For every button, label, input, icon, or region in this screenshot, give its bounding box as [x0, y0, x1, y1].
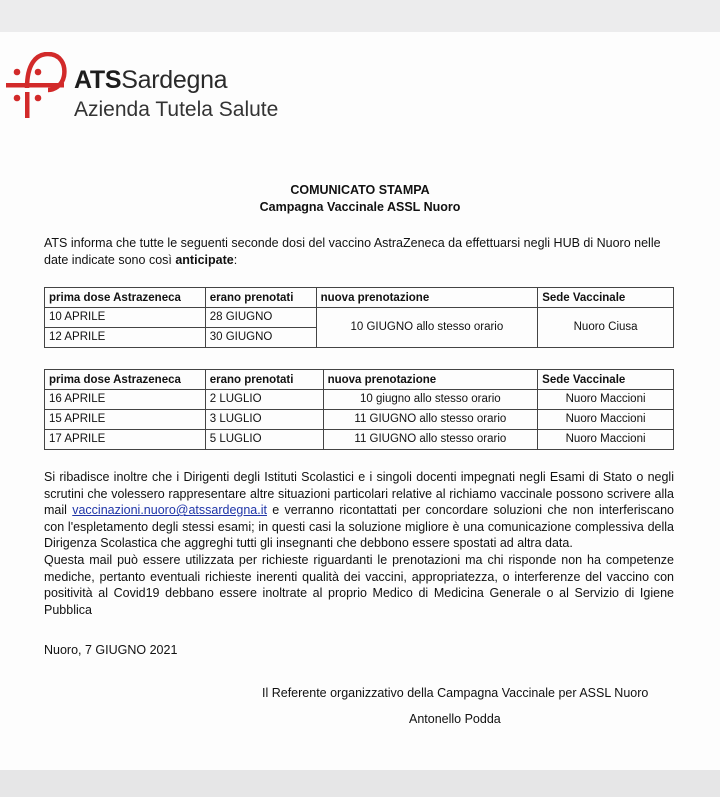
- table-cell-merged-new: 10 GIUGNO allo stesso orario: [316, 308, 538, 348]
- table-cell: Nuoro Maccioni: [538, 390, 674, 410]
- email-link[interactable]: vaccinazioni.nuoro@atssardegna.it: [72, 503, 267, 518]
- table-row: [45, 390, 674, 410]
- para2: Questa mail può essere utilizzata per richieste riguardanti le prenotazioni ma chi risponde non ha competenze mediche, pertanto eventuali richieste inerenti qualità dei vaccini, appropriatezza, o interferenze del vaccino con positività al Covid19 debbano essere inoltrate al proprio Medico di Medicina Generale o al Servizio di Igiene Pubblica: [44, 552, 674, 617]
- body-text: [44, 469, 674, 618]
- table-row: [45, 430, 674, 450]
- table-header-cell: erano prenotati: [205, 288, 316, 308]
- table-header-row: [45, 288, 674, 308]
- date-line: Nuoro, 7 GIUGNO 2021: [44, 643, 178, 657]
- signature-name: Antonello Podda: [409, 712, 501, 726]
- table-cell: 16 APRILE: [45, 390, 206, 410]
- table-cell-merged-site: Nuoro Ciusa: [538, 308, 674, 348]
- table-row: [45, 410, 674, 430]
- top-band: [0, 0, 720, 32]
- brand-subtitle: Azienda Tutela Salute: [74, 98, 279, 121]
- table-cell: 12 APRILE: [45, 328, 206, 348]
- brand-bold: ATS: [74, 66, 122, 94]
- campaign-subtitle: Campagna Vaccinale ASSL Nuoro: [259, 200, 461, 214]
- brand-rest: Sardegna: [121, 66, 228, 94]
- table-header-cell: prima dose Astrazeneca: [45, 370, 206, 390]
- schedule-table-1: [44, 287, 674, 348]
- signature-role: Il Referente organizzativo della Campagna Vaccinale per ASSL Nuoro: [262, 686, 649, 700]
- table-header-cell: prima dose Astrazeneca: [45, 288, 206, 308]
- press-release-title: COMUNICATO STAMPA: [290, 183, 430, 197]
- para1-end: e verranno ricontattati per concordare soluzioni che non interferiscano con l'espletamento degli stessi esami; in questi casi la soluzione migliore è una comunicazione complessiva della Dirigenza Scolastica che aggreghi tutti gli insegnanti che debbono essere spostati ad altra data.: [44, 503, 674, 551]
- table-cell: 11 GIUGNO allo stesso orario: [323, 430, 538, 450]
- table-cell: 17 APRILE: [45, 430, 206, 450]
- table-cell: Nuoro Maccioni: [538, 430, 674, 450]
- table-header-cell: nuova prenotazione: [316, 288, 538, 308]
- schedule-table-2: [44, 369, 674, 450]
- table-header-row: [45, 370, 674, 390]
- table-header-cell: Sede Vaccinale: [538, 370, 674, 390]
- intro-paragraph: [44, 235, 674, 269]
- table-cell: 5 LUGLIO: [205, 430, 323, 450]
- table-header-cell: erano prenotati: [205, 370, 323, 390]
- brand-name: [74, 66, 227, 94]
- table-cell: 15 APRILE: [45, 410, 206, 430]
- bottom-band: [0, 770, 720, 797]
- table-cell: 30 GIUGNO: [205, 328, 316, 348]
- para1-start: Si ribadisce inoltre che i Dirigenti degli Istituti Scolastici e i singoli docenti impegnati negli Esami di Stato o negli scrutini che volessero rappresentare altre situazioni particolari relative al richiamo vaccinale possono scrivere alla mail: [44, 470, 674, 518]
- intro-end: :: [233, 253, 238, 267]
- table-cell: 2 LUGLIO: [205, 390, 323, 410]
- table-cell: Nuoro Maccioni: [538, 410, 674, 430]
- table-header-cell: nuova prenotazione: [323, 370, 538, 390]
- table-cell: 28 GIUGNO: [205, 308, 316, 328]
- table-row: [45, 308, 674, 328]
- intro-text: ATS informa che tutte le seguenti seconde dosi del vaccino AstraZeneca da effettuarsi negli HUB di Nuoro nelle date indicate sono così: [44, 236, 661, 267]
- intro-bold: anticipate: [175, 253, 234, 267]
- ats-logo-icon: [6, 52, 68, 122]
- table-header-cell: Sede Vaccinale: [538, 288, 674, 308]
- table-cell: 10 APRILE: [45, 308, 206, 328]
- table-cell: 11 GIUGNO allo stesso orario: [323, 410, 538, 430]
- table-cell: 3 LUGLIO: [205, 410, 323, 430]
- table-cell: 10 giugno allo stesso orario: [323, 390, 538, 410]
